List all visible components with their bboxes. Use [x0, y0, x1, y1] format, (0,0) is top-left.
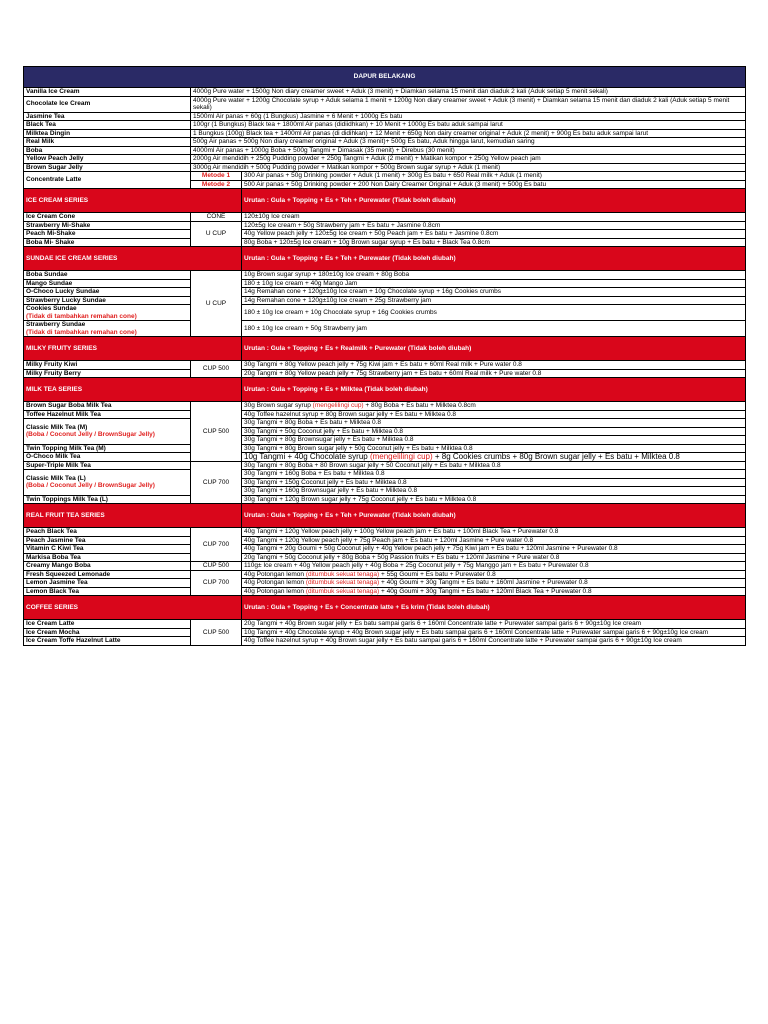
item-name-text: Super-Triple Milk Tea	[26, 461, 91, 469]
item-name-text: O-Choco Milk Tea	[26, 453, 81, 460]
item-name	[24, 238, 191, 247]
dapur-row	[24, 155, 746, 164]
recipe-cell: 40g Tangmi + 120g Yellow peach jelly + 100g Yellow peach jam + Es batu + 100ml Black Tea + Purewater 0.8	[242, 528, 746, 537]
recipe-note: (ditumbuk sekuat tenaga)	[305, 587, 380, 595]
item-name: Black Tea	[24, 121, 191, 130]
recipe-cell: 1 Bungkus (100g) Black tea + 1400ml Air panas (di didihkan) + 12 Menit + 650g Non dairy creamer original + Aduk (2 menit) + 900g Es batu aduk sampai larut	[191, 129, 746, 138]
item-name-text: Ice Cream Cone	[26, 213, 76, 220]
recipe-note: (mengelilingi cup)	[369, 452, 433, 461]
item-name	[24, 470, 191, 496]
cup-size: CUP 500	[191, 402, 242, 462]
item-name-text: Ice Cream Mocha	[26, 628, 80, 636]
dapur-row	[24, 163, 746, 172]
recipe-text: 40g Potongan lemon	[244, 570, 306, 578]
recipe-text: + 8g Cookies crumbs + 80g Brown sugar jelly + Es batu + Milktea 0.8	[432, 452, 680, 461]
recipe-cell: 120±10g Ice cream	[242, 213, 746, 222]
recipe-cell: 40g Tangmi + 120g Yellow peach jelly + 75g Peach jam + Es batu + 120ml Jasmine + Pure water 0.8	[242, 536, 746, 545]
recipe-cell: 40g Tangmi + 20g Goumi + 50g Coconut jelly + 40g Yellow peach jelly + 75g Kiwi jam + Es batu + 120ml Jasmine + Purewater 0.8	[242, 545, 746, 554]
recipe-cell: 4000ml Air panas + 1000g Boba + 500g Tangmi + Dimasak (35 menit) + Direbus (30 menit)	[191, 146, 746, 155]
item-name: Vanilla Ice Cream	[24, 88, 191, 97]
item-row	[24, 402, 746, 411]
item-name	[24, 579, 191, 588]
recipe-text: 10g Tangmi + 40g Chocolate syrup	[244, 452, 370, 461]
item-name	[24, 296, 191, 305]
section-header	[24, 189, 746, 213]
cup-size: CUP 500	[191, 361, 242, 378]
item-row	[24, 238, 746, 247]
item-name-text: Toffee Hazelnut Milk Tea	[26, 410, 101, 418]
cup-size: U CUP	[191, 221, 242, 247]
item-name	[24, 553, 191, 562]
recipe-cell: 14g Remahan cone + 120g±10g Ice cream + 10g Chocolate syrup + 16g Cookies crumbs	[242, 288, 746, 297]
item-name	[24, 361, 191, 370]
item-row	[24, 230, 746, 239]
item-name	[24, 221, 191, 230]
dapur-row	[24, 146, 746, 155]
item-name-text: Milky Fruity Kiwi	[26, 361, 78, 368]
item-name-text: Milky Fruity Berry	[26, 369, 81, 377]
item-name	[24, 562, 191, 571]
item-name	[24, 305, 191, 321]
section-header	[24, 504, 746, 528]
item-name-text: Ice Cream Latte	[26, 620, 75, 627]
item-name-text: Boba Mi- Shake	[26, 238, 75, 246]
recipe-cell: 100gr (1 Bungkus) Black tea + 1800ml Air panas (didiidhkan) + 10 Menit + 1000g Es batu aduk sampai larut	[191, 121, 746, 130]
item-name	[24, 628, 191, 637]
item-row	[24, 444, 746, 453]
item-name-text: Strawberry Lucky Sundae	[26, 296, 106, 304]
item-name-text: Strawberry Mi-Shake	[26, 221, 91, 229]
item-note: (Tidak di tambahkan remahan cone)	[26, 328, 137, 336]
recipe-text: + 40g Goumi + 30g Tangmi + Es batu + 120ml Black Tea + Purewater 0.8	[379, 587, 592, 595]
recipe-cell: 4000g Pure water + 1200g Chocolate syrup + Aduk selama 1 menit + 1200g Non diary creamer sweet + Aduk (3 menit) + Diamkan selama 15 menit dan diaduk 2 kali (Aduk setiap 5 menit sekali)	[191, 96, 746, 112]
cup-size: U CUP	[191, 271, 242, 337]
dapur-row	[24, 129, 746, 138]
item-row	[24, 470, 746, 479]
item-row	[24, 495, 746, 504]
method-label: Metode 1	[191, 172, 242, 181]
item-name	[24, 444, 191, 453]
recipe-note: (mengelilingi cup)	[312, 402, 364, 409]
section-name: SUNDAE ICE CREAM SERIES	[24, 247, 242, 271]
item-row	[24, 545, 746, 554]
item-name-text: Strawberry Sundae	[26, 321, 86, 328]
item-row	[24, 628, 746, 637]
section-rule: Urutan : Gula + Topping + Es + Realmilk + Purewater (Tidak boleh diubah)	[242, 337, 746, 361]
recipe-cell	[242, 579, 746, 588]
item-name	[24, 637, 191, 646]
section-name: MILK TEA SERIES	[24, 378, 242, 402]
item-name	[24, 453, 191, 462]
item-name: Concentrate Latte	[24, 172, 191, 189]
cup-size: CONE	[191, 213, 242, 222]
item-row	[24, 553, 746, 562]
section-header	[24, 596, 746, 620]
recipe-cell: 4000g Pure water + 1500g Non diary creamer sweet + Aduk (3 menit) + Diamkan selama 15 menit dan diaduk 2 kali (Aduk setiap 5 menit sekali)	[191, 88, 746, 97]
recipe-cell: 40g Toffee hazelnut syrup + 80g Brown sugar jelly + Es batu + Milktea 0.8	[242, 410, 746, 419]
dapur-row	[24, 138, 746, 147]
item-row	[24, 279, 746, 288]
item-name: Brown Sugar Jelly	[24, 163, 191, 172]
item-name	[24, 545, 191, 554]
section-name: ICE CREAM SERIES	[24, 189, 242, 213]
item-name	[24, 321, 191, 337]
item-name	[24, 419, 191, 445]
recipe-cell: 2000g Air mendidih + 250g Pudding powder + 250g Tangmi + Aduk (2 menit) + Matikan kompor + 250g Yellow peach jam	[191, 155, 746, 164]
item-name	[24, 587, 191, 596]
item-name: Chocolate Ice Cream	[24, 96, 191, 112]
item-name	[24, 369, 191, 378]
recipe-cell: 110g± Ice cream + 40g Yellow peach jelly + 40g Boba + 25g Coconut jelly + 75g Manggo jam + Es batu + Purewater 0.8	[242, 562, 746, 571]
item-name: Real Milk	[24, 138, 191, 147]
recipe-cell: 30g Tangmi + 80g Boba + 80 Brown sugar jelly + 50 Coconut jelly + Es batu + Milktea 0.8	[242, 461, 746, 470]
cup-size: CUP 500	[191, 620, 242, 646]
item-row	[24, 305, 746, 321]
item-name	[24, 271, 191, 280]
item-row	[24, 461, 746, 470]
recipe-text: 40g Potongan lemon	[244, 587, 306, 595]
recipe-cell: 10g Brown sugar syrup + 180±10g Ice cream + 80g Boba	[242, 271, 746, 280]
section-header	[24, 337, 746, 361]
recipe-cell: 30g Tangmi + 80g Brownsugar jelly + Es batu + Milktea 0.8	[242, 436, 746, 445]
item-row	[24, 562, 746, 571]
item-name	[24, 410, 191, 419]
section-name: MILKY FRUITY SERIES	[24, 337, 242, 361]
item-name	[24, 402, 191, 411]
recipe-cell: 500 Air panas + 50g Drinking powder + 200 Non Dairy Creamer Original + Aduk (3 menit) + 500g Es batu	[242, 180, 746, 189]
recipe-cell: 14g Remahan cone + 120g±10g Ice cream + 25g Strawberry jam	[242, 296, 746, 305]
item-name	[24, 461, 191, 470]
recipe-cell: 30g Tangmi + 80g Brown sugar jelly + 50g Coconut jelly + Es batu + Milktea 0.8	[242, 444, 746, 453]
item-name-text: Classic Milk Tea (M)	[26, 423, 88, 431]
item-name	[24, 495, 191, 504]
item-note: (Boba / Coconut Jelly / BrownSugar Jelly)	[26, 431, 155, 439]
recipe-cell: 20g Tangmi + 40g Brown sugar jelly + Es batu sampai garis 6 + 160ml Concentrate latte + Purewater sampai garis 6 + 90g±10g Ice cream	[242, 620, 746, 629]
dapur-row	[24, 112, 746, 121]
item-name-text: Peach Black Tea	[26, 528, 77, 535]
item-name-text: Lemon Black Tea	[26, 587, 79, 595]
section-rule: Urutan : Gula + Topping + Es + Concentrate latte + Es krim (Tidak boleh diubah)	[242, 596, 746, 620]
item-row	[24, 579, 746, 588]
item-name: Boba	[24, 146, 191, 155]
method-label: Metode 2	[191, 180, 242, 189]
recipe-cell: 10g Tangmi + 40g Chocolate syrup + 40g Brown sugar jelly + Es batu sampai garis 6 + 160ml Concentrate latte + Purewater sampai garis 6 + 90g±10g Ice cream	[242, 628, 746, 637]
recipe-cell: 180 ± 10g Ice cream + 50g Strawberry jam	[242, 321, 746, 337]
item-name	[24, 536, 191, 545]
item-name-text: O-Choco Lucky Sundae	[26, 288, 100, 295]
recipe-cell: 30g Tangmi + 150g Coconut jelly + Es batu + Milktea 0.8	[242, 478, 746, 487]
item-row	[24, 221, 746, 230]
item-name-text: Twin Toppings Milk Tea (L)	[26, 495, 108, 503]
dapur-row	[24, 121, 746, 130]
recipe-cell: 80g Boba + 120±5g Ice cream + 10g Brown sugar syrup + Es batu + Black Tea 0.8cm	[242, 238, 746, 247]
title-row	[24, 67, 746, 88]
recipe-cell: 30g Tangmi + 50g Coconut jelly + Es batu + Milktea 0.8	[242, 427, 746, 436]
section-name: COFFEE SERIES	[24, 596, 242, 620]
item-row	[24, 288, 746, 297]
item-row	[24, 637, 746, 646]
item-name-text: Ice Cream Toffe Hazelnut Latte	[26, 637, 121, 644]
recipe-cell: 120±5g Ice cream + 50g Strawberry jam + Es batu + Jasmine 0.8cm	[242, 221, 746, 230]
recipe-text: + 80g Boba + Es batu + Milktea 0.8cm	[363, 402, 476, 409]
dapur-row	[24, 88, 746, 97]
recipe-cell: 500g Air panas + 500g Non diary creamer original + Aduk (3 menit)+ 500g Es batu, Aduk hingga larut, kemudian saring	[191, 138, 746, 147]
item-row	[24, 321, 746, 337]
item-row	[24, 369, 746, 378]
cup-size: CUP 700	[191, 570, 242, 596]
recipe-cell: 30g Tangmi + 160g Brownsugar jelly + Es batu + Milktea 0.8	[242, 487, 746, 496]
item-note: (Boba / Coconut Jelly / BrownSugar Jelly)	[26, 482, 155, 490]
item-name	[24, 620, 191, 629]
recipe-cell	[242, 453, 746, 462]
recipe-cell: 1500ml Air panas + 60g (1 Bungkus) Jasmine + 6 Menit + 1000g Es batu	[191, 112, 746, 121]
recipe-sheet-body	[24, 67, 746, 646]
item-name-text: Peach Mi-Shake	[26, 230, 76, 237]
item-name-text: Markisa Boba Tea	[26, 553, 81, 561]
recipe-cell: 30g Tangmi + 80g Yellow peach jelly + 75g Kiwi jam + Es batu + 60ml Real milk + Pure water 0.8	[242, 361, 746, 370]
recipe-cell: 180 ± 10g Ice cream + 10g Chocolate syrup + 16g Cookies crumbs	[242, 305, 746, 321]
recipe-cell	[242, 587, 746, 596]
item-name-text: Lemon Jasmine Tea	[26, 579, 88, 586]
item-name: Jasmine Tea	[24, 112, 191, 121]
item-note: (Tidak di tambahkan remahan cone)	[26, 312, 137, 320]
item-name: Yellow Peach Jelly	[24, 155, 191, 164]
recipe-cell	[242, 570, 746, 579]
item-name	[24, 528, 191, 537]
item-row	[24, 528, 746, 537]
section-rule: Urutan : Gula + Topping + Es + Teh + Purewater (Tidak boleh diubah)	[242, 189, 746, 213]
item-name-text: Boba Sundae	[26, 271, 68, 278]
recipe-cell: 40g Toffee hazelnut syrup + 40g Brown sugar jelly + Es batu sampai garis 6 + 160ml Concentrate latte + Purewater sampai garis 6 + 90g±10g Ice cream	[242, 637, 746, 646]
recipe-cell: 3000g Air mendidih + 500g Pudding powder + Matikan kompor + 500g Brown sugar syrup + Aduk (1 menit)	[191, 163, 746, 172]
cup-size: CUP 500	[191, 562, 242, 571]
recipe-sheet	[23, 66, 746, 646]
recipe-text: + 40g Goumi + 30g Tangmi + Es batu + 160ml Jasmine + Purewater 0.8	[379, 579, 588, 586]
cup-size: CUP 700	[191, 528, 242, 562]
item-name	[24, 288, 191, 297]
page-title: DAPUR BELAKANG	[24, 67, 746, 88]
item-name-text: Vitamin C Kiwi Tea	[26, 545, 84, 552]
item-row	[24, 587, 746, 596]
item-name-text: Fresh Squeezed Lemonade	[26, 570, 111, 578]
recipe-note: (ditumbuk sekuat tenaga)	[305, 579, 380, 586]
item-row	[24, 453, 746, 462]
item-name	[24, 570, 191, 579]
recipe-cell: 30g Tangmi + 80g Boba + Es batu + Milktea 0.8	[242, 419, 746, 428]
item-row	[24, 536, 746, 545]
recipe-cell	[242, 402, 746, 411]
recipe-cell: 300 Air panas + 50g Drinking powder + Aduk (1 menit) + 300g Es batu + 650 Real milk + Aduk (1 menit)	[242, 172, 746, 181]
section-rule: Urutan : Gula + Topping + Es + Milktea (Tidak boleh diubah)	[242, 378, 746, 402]
item-name	[24, 279, 191, 288]
recipe-cell: 180 ± 10g Ice cream + 40g Mango Jam	[242, 279, 746, 288]
item-name-text: Cookies Sundae	[26, 305, 77, 312]
section-rule: Urutan : Gula + Topping + Es + Teh + Purewater (Tidak boleh diubah)	[242, 247, 746, 271]
recipe-cell: 20g Tangmi + 80g Yellow peach jelly + 75g Strawberry jam + Es batu + 60ml Real milk + Pure water 0.8	[242, 369, 746, 378]
recipe-cell: 40g Yellow peach jelly + 120±5g Ice cream + 50g Peach jam + Es batu + Jasmine 0.8cm	[242, 230, 746, 239]
item-name-text: Twin Topping Milk Tea (M)	[26, 444, 106, 452]
recipe-cell: 20g Tangmi + 50g Coconut jelly + 80g Boba + 50g Passion fruits + Es batu + 120ml Jasmine + Pure water 0.8	[242, 553, 746, 562]
item-row	[24, 296, 746, 305]
item-name-text: Classic Milk Tea (L)	[26, 474, 86, 482]
item-name-text: Creamy Mango Boba	[26, 562, 91, 569]
recipe-text: 30g Brown sugar syrup	[244, 402, 313, 409]
item-name-text: Brown Sugar Boba Milk Tea	[26, 402, 112, 409]
dapur-row	[24, 172, 746, 181]
item-name	[24, 213, 191, 222]
item-row	[24, 620, 746, 629]
item-row	[24, 361, 746, 370]
section-header	[24, 247, 746, 271]
item-name: Milktea Dingin	[24, 129, 191, 138]
item-row	[24, 271, 746, 280]
section-header	[24, 378, 746, 402]
item-row	[24, 213, 746, 222]
item-name-text: Peach Jasmine Tea	[26, 536, 86, 544]
item-name	[24, 230, 191, 239]
recipe-text: + 55g Goumi + Es batu + Purewater 0.8	[379, 570, 496, 578]
item-row	[24, 419, 746, 428]
dapur-row	[24, 96, 746, 112]
section-name: REAL FRUIT TEA SERIES	[24, 504, 242, 528]
recipe-note: (ditumbuk sekuat tenaga)	[305, 570, 380, 578]
item-row	[24, 570, 746, 579]
recipe-text: 40g Potongan lemon	[244, 579, 306, 586]
item-row	[24, 410, 746, 419]
recipe-cell: 30g Tangmi + 160g Boba + Es batu + Milktea 0.8	[242, 470, 746, 479]
item-name-text: Mango Sundae	[26, 279, 73, 287]
cup-size: CUP 700	[191, 461, 242, 504]
recipe-cell: 30g Tangmi + 120g Brown sugar jelly + 75g Coconut jelly + Es batu + Milktea 0.8	[242, 495, 746, 504]
section-rule: Urutan : Gula + Topping + Es + Teh + Purewater (Tidak boleh diubah)	[242, 504, 746, 528]
